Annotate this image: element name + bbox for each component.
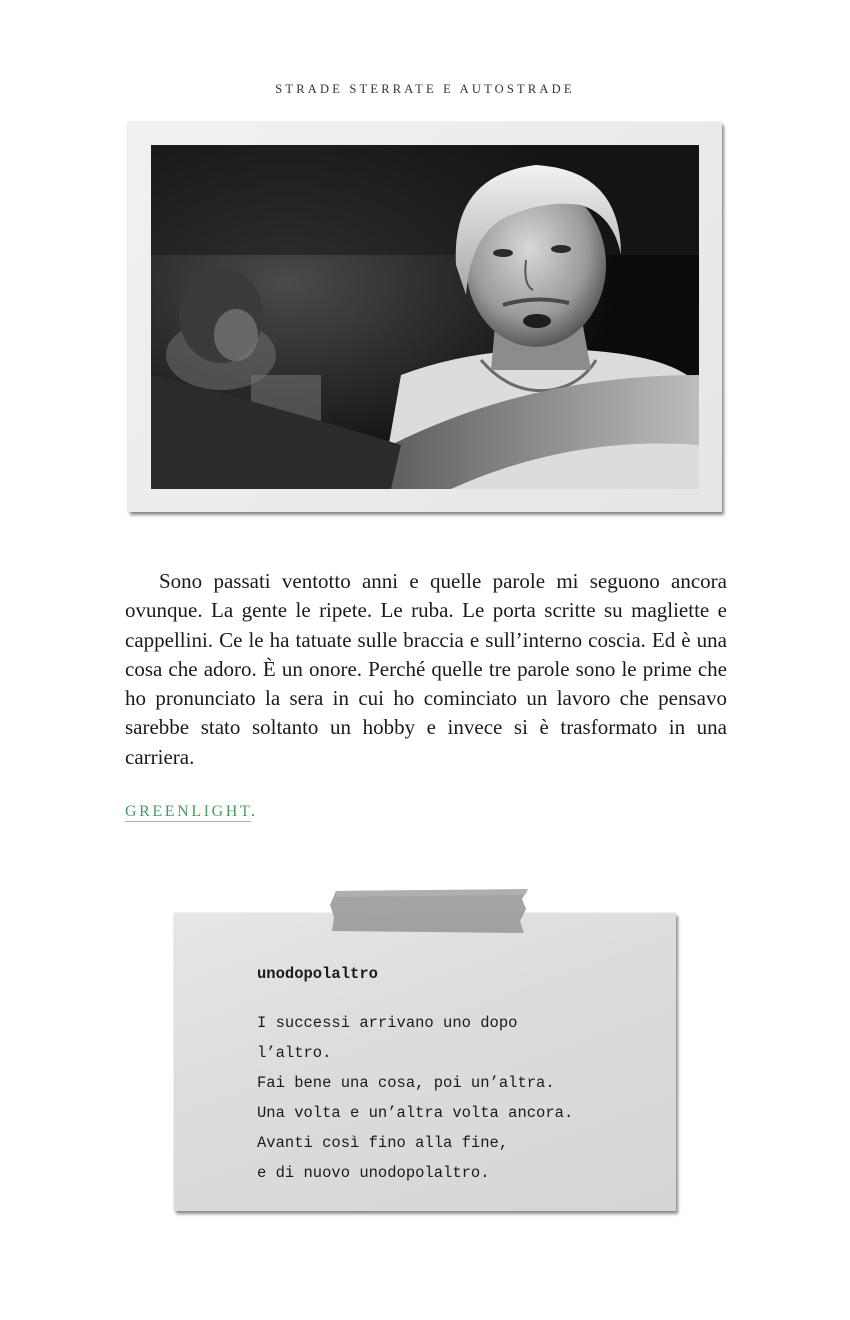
photograph <box>151 145 699 489</box>
note-line: Fai bene una cosa, poi un’altra. <box>257 1074 555 1092</box>
note-line: I successi arrivano uno dopo <box>257 1014 518 1032</box>
note-card <box>174 913 676 1211</box>
signature-dot: . <box>251 803 258 820</box>
note-line: Avanti così fino alla fine, <box>257 1134 509 1152</box>
running-head: STRADE STERRATE E AUTOSTRADE <box>275 82 575 96</box>
note-title: unodopolaltro <box>257 965 378 983</box>
signature <box>125 803 258 821</box>
note-line: e di nuovo unodopolaltro. <box>257 1164 490 1182</box>
photo-illustration <box>151 145 699 489</box>
note-line: l’altro. <box>257 1044 332 1062</box>
body-paragraph: Sono passati ventotto anni e quelle parole mi seguono ancora ovunque. La gente le ripete. Le ruba. Le porta scritte su magliette e cappellini. Ce le ha tatuate sulle braccia e sull’interno coscia. Ed è una cosa che adoro. È un onore. Perché quelle tre parole sono le prime che ho pronunciato la sera in cui ho cominciato un lavoro che pensavo sarebbe stato soltanto un hobby e invece si è trasformato in una carriera. <box>125 569 727 769</box>
note-line: Una volta e un’altra volta ancora. <box>257 1104 574 1122</box>
signature-word: GREENLIGHT <box>125 803 252 820</box>
photo-print <box>128 122 722 512</box>
note-lines <box>257 1008 573 1188</box>
tape-strip <box>330 887 530 935</box>
